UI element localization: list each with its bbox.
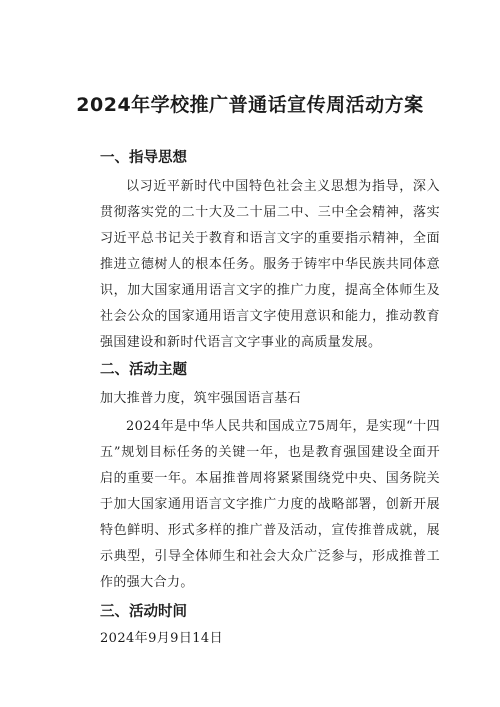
section-heading-activity-theme: 二、活动主题 bbox=[100, 362, 187, 378]
document-body bbox=[100, 148, 440, 650]
document-title: 2024年学校推广普通话宣传周活动方案 bbox=[76, 94, 424, 116]
section-heading-activity-time: 三、活动时间 bbox=[100, 604, 187, 620]
paragraph-guiding-ideology: 以习近平新时代中国特色社会主义思想为指导，深入贯彻落实党的二十大及二十届二中、三中全会精神，落实习近平总书记关于教育和语言文字的重要指示精神，全面推进立德树人的根本任务。服务于铸牢中华民族共同体意识，加大国家通用语言文字的推广力度，提高全体师生及社会公众的国家通用语言文字使用意识和能力，推动教育强国建设和新时代语言文字事业的高质量发展。 bbox=[100, 179, 440, 350]
paragraph-theme-description: 2024年是中华人民共和国成立75周年，是实现“十四五”规划目标任务的关键一年，也是教育强国建设全面开启的重要一年。本届推普周将紧紧围绕党中央、国务院关于加大国家通用语言文字推广力度的战略部署，创新开展特色鲜明、形式多样的推广普及活动，宣传推普成就，展示典型，引导全体师生和社会大众广泛参与，形成推普工作的强大合力。 bbox=[100, 419, 440, 590]
activity-date: 2024年9月9日14日 bbox=[100, 631, 223, 646]
paragraph-theme-slogan: 加大推普力度，筑牢强国语言基石 bbox=[100, 391, 302, 406]
section-heading-guiding-ideology: 一、指导思想 bbox=[100, 150, 187, 166]
